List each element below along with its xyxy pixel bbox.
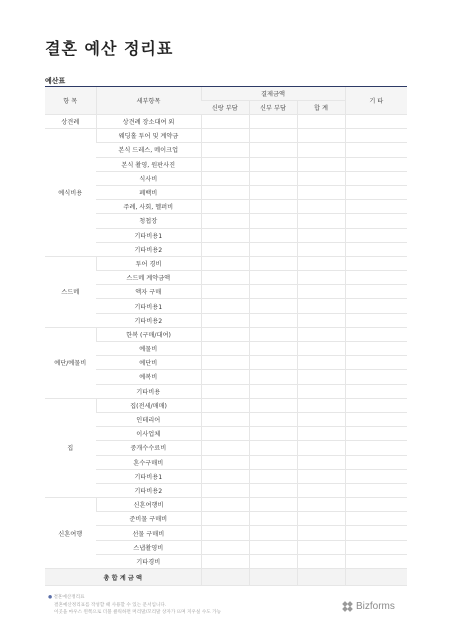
bride-amount-cell[interactable] xyxy=(249,412,297,426)
bride-amount-cell[interactable] xyxy=(249,342,297,356)
detail-cell: 청첩장 xyxy=(96,214,201,228)
sum-amount-cell[interactable] xyxy=(297,228,345,242)
groom-amount-cell[interactable] xyxy=(201,554,249,568)
etc-cell[interactable] xyxy=(345,242,407,256)
detail-cell: 준비물 구매비 xyxy=(96,512,201,526)
detail-cell: 식사비 xyxy=(96,171,201,185)
bride-amount-cell[interactable] xyxy=(249,256,297,270)
footer-note xyxy=(48,594,221,617)
etc-cell[interactable] xyxy=(345,214,407,228)
header-groom: 신랑 부담 xyxy=(201,101,249,115)
budget-table xyxy=(45,87,407,586)
sum-amount-cell[interactable] xyxy=(297,185,345,199)
detail-cell: 집(전세/매매) xyxy=(96,398,201,412)
bride-amount-cell[interactable] xyxy=(249,242,297,256)
etc-cell[interactable] xyxy=(345,285,407,299)
groom-amount-cell[interactable] xyxy=(201,129,249,143)
total-bride-cell[interactable] xyxy=(249,569,297,586)
detail-cell: 기타비용2 xyxy=(96,483,201,497)
bride-amount-cell[interactable] xyxy=(249,526,297,540)
bride-amount-cell[interactable] xyxy=(249,427,297,441)
table-row xyxy=(45,554,407,568)
etc-cell[interactable] xyxy=(345,384,407,398)
groom-amount-cell[interactable] xyxy=(201,483,249,497)
bride-amount-cell[interactable] xyxy=(249,455,297,469)
groom-amount-cell[interactable] xyxy=(201,157,249,171)
detail-cell: 예복비 xyxy=(96,370,201,384)
etc-cell[interactable] xyxy=(345,512,407,526)
bride-amount-cell[interactable] xyxy=(249,185,297,199)
etc-cell[interactable] xyxy=(345,327,407,341)
sum-amount-cell[interactable] xyxy=(297,214,345,228)
sum-amount-cell[interactable] xyxy=(297,285,345,299)
table-row xyxy=(45,441,407,455)
table-row xyxy=(45,129,407,143)
detail-cell: 한복 (구매/대여) xyxy=(96,327,201,341)
table-row xyxy=(45,342,407,356)
page-title: 결혼 예산 정리표 xyxy=(45,39,174,58)
table-row xyxy=(45,228,407,242)
groom-amount-cell[interactable] xyxy=(201,512,249,526)
bride-amount-cell[interactable] xyxy=(249,370,297,384)
table-row xyxy=(45,214,407,228)
sum-amount-cell[interactable] xyxy=(297,384,345,398)
table-row xyxy=(45,285,407,299)
bride-amount-cell[interactable] xyxy=(249,200,297,214)
table-row xyxy=(45,271,407,285)
sum-amount-cell[interactable] xyxy=(297,427,345,441)
etc-cell[interactable] xyxy=(345,498,407,512)
etc-cell[interactable] xyxy=(345,526,407,540)
detail-cell: 인테리어 xyxy=(96,412,201,426)
total-label: 총 합 계 금 액 xyxy=(45,569,201,586)
bride-amount-cell[interactable] xyxy=(249,115,297,129)
sum-amount-cell[interactable] xyxy=(297,370,345,384)
bride-amount-cell[interactable] xyxy=(249,271,297,285)
detail-cell: 기타경비 xyxy=(96,554,201,568)
table-row xyxy=(45,157,407,171)
groom-amount-cell[interactable] xyxy=(201,342,249,356)
table-row xyxy=(45,540,407,554)
sum-amount-cell[interactable] xyxy=(297,512,345,526)
footer-line-3: 이곳을 마우스 왼쪽으로 더블 클릭하면 머리말/꼬리말 상자가 뜨며 지우실 수도 가능 xyxy=(54,610,222,615)
header-item: 항 목 xyxy=(45,87,96,115)
etc-cell[interactable] xyxy=(345,200,407,214)
sum-amount-cell[interactable] xyxy=(297,171,345,185)
groom-amount-cell[interactable] xyxy=(201,242,249,256)
bride-amount-cell[interactable] xyxy=(249,554,297,568)
table-row xyxy=(45,370,407,384)
etc-cell[interactable] xyxy=(345,143,407,157)
category-cell: 예단/예물비 xyxy=(45,327,96,398)
etc-cell[interactable] xyxy=(345,271,407,285)
header-bride: 신부 부담 xyxy=(249,101,297,115)
detail-cell: 주례, 사회, 헬퍼비 xyxy=(96,200,201,214)
table-row xyxy=(45,455,407,469)
total-row xyxy=(45,569,407,586)
sum-amount-cell[interactable] xyxy=(297,271,345,285)
sum-amount-cell[interactable] xyxy=(297,469,345,483)
table-row xyxy=(45,498,407,512)
footer-line-1: 결혼예산정리표 xyxy=(53,595,85,600)
etc-cell[interactable] xyxy=(345,554,407,568)
header-etc: 기 타 xyxy=(345,87,407,115)
table-row xyxy=(45,256,407,270)
header-payment: 결제금액 xyxy=(201,87,345,101)
groom-amount-cell[interactable] xyxy=(201,285,249,299)
sum-amount-cell[interactable] xyxy=(297,342,345,356)
sum-amount-cell[interactable] xyxy=(297,327,345,341)
table-row xyxy=(45,143,407,157)
detail-cell: 본식 드레스, 메이크업 xyxy=(96,143,201,157)
etc-cell[interactable] xyxy=(345,441,407,455)
sum-amount-cell[interactable] xyxy=(297,540,345,554)
groom-amount-cell[interactable] xyxy=(201,370,249,384)
etc-cell[interactable] xyxy=(345,342,407,356)
etc-cell[interactable] xyxy=(345,427,407,441)
bride-amount-cell[interactable] xyxy=(249,157,297,171)
sum-amount-cell[interactable] xyxy=(297,143,345,157)
groom-amount-cell[interactable] xyxy=(201,441,249,455)
detail-cell: 기타비용1 xyxy=(96,469,201,483)
etc-cell[interactable] xyxy=(345,370,407,384)
table-row xyxy=(45,327,407,341)
detail-cell: 액자 구매 xyxy=(96,285,201,299)
category-cell: 집 xyxy=(45,398,96,497)
sum-amount-cell[interactable] xyxy=(297,256,345,270)
etc-cell[interactable] xyxy=(345,483,407,497)
detail-cell: 기타비용2 xyxy=(96,242,201,256)
detail-cell: 이사업체 xyxy=(96,427,201,441)
sum-amount-cell[interactable] xyxy=(297,242,345,256)
detail-cell: 웨딩홀 투어 및 계약금 xyxy=(96,129,201,143)
groom-amount-cell[interactable] xyxy=(201,412,249,426)
sum-amount-cell[interactable] xyxy=(297,412,345,426)
table-row xyxy=(45,313,407,327)
groom-amount-cell[interactable] xyxy=(201,455,249,469)
groom-amount-cell[interactable] xyxy=(201,271,249,285)
sum-amount-cell[interactable] xyxy=(297,398,345,412)
bride-amount-cell[interactable] xyxy=(249,498,297,512)
bride-amount-cell[interactable] xyxy=(249,228,297,242)
table-row xyxy=(45,185,407,199)
etc-cell[interactable] xyxy=(345,185,407,199)
groom-amount-cell[interactable] xyxy=(201,200,249,214)
total-sum-cell[interactable] xyxy=(297,569,345,586)
total-groom-cell[interactable] xyxy=(201,569,249,586)
etc-cell[interactable] xyxy=(345,157,407,171)
table-row xyxy=(45,242,407,256)
bride-amount-cell[interactable] xyxy=(249,540,297,554)
bride-amount-cell[interactable] xyxy=(249,214,297,228)
detail-cell: 상견례 장소대여 외 xyxy=(96,115,201,129)
etc-cell[interactable] xyxy=(345,256,407,270)
groom-amount-cell[interactable] xyxy=(201,498,249,512)
detail-cell: 본식 촬영, 원판사진 xyxy=(96,157,201,171)
sum-amount-cell[interactable] xyxy=(297,356,345,370)
sum-amount-cell[interactable] xyxy=(297,313,345,327)
groom-amount-cell[interactable] xyxy=(201,143,249,157)
bride-amount-cell[interactable] xyxy=(249,441,297,455)
section-title: 예산표 xyxy=(45,77,66,85)
table-row xyxy=(45,483,407,497)
groom-amount-cell[interactable] xyxy=(201,228,249,242)
table-row xyxy=(45,356,407,370)
detail-cell: 혼수구매비 xyxy=(96,455,201,469)
table-row xyxy=(45,412,407,426)
bride-amount-cell[interactable] xyxy=(249,384,297,398)
detail-cell: 스냅촬영비 xyxy=(96,540,201,554)
etc-cell[interactable] xyxy=(345,356,407,370)
detail-cell: 예단비 xyxy=(96,356,201,370)
detail-cell: 신혼여행비 xyxy=(96,498,201,512)
groom-amount-cell[interactable] xyxy=(201,398,249,412)
bride-amount-cell[interactable] xyxy=(249,313,297,327)
footer-line-2: 결혼예산정리표를 작성할 때 사용할 수 있는 문서입니다. xyxy=(54,602,167,608)
groom-amount-cell[interactable] xyxy=(201,313,249,327)
sum-amount-cell[interactable] xyxy=(297,115,345,129)
bride-amount-cell[interactable] xyxy=(249,285,297,299)
detail-cell: 기타비용1 xyxy=(96,228,201,242)
sum-amount-cell[interactable] xyxy=(297,129,345,143)
detail-cell: 선물 구매비 xyxy=(96,526,201,540)
etc-cell[interactable] xyxy=(345,129,407,143)
etc-cell[interactable] xyxy=(345,115,407,129)
groom-amount-cell[interactable] xyxy=(201,384,249,398)
detail-cell: 기타비용 xyxy=(96,384,201,398)
detail-cell: 스드메 계약금액 xyxy=(96,271,201,285)
bride-amount-cell[interactable] xyxy=(249,171,297,185)
category-cell: 상견례 xyxy=(45,115,96,129)
bullet-icon: ● xyxy=(48,595,53,600)
groom-amount-cell[interactable] xyxy=(201,540,249,554)
etc-cell[interactable] xyxy=(345,469,407,483)
etc-cell[interactable] xyxy=(345,540,407,554)
table-row xyxy=(45,469,407,483)
sum-amount-cell[interactable] xyxy=(297,200,345,214)
etc-cell[interactable] xyxy=(345,228,407,242)
etc-cell[interactable] xyxy=(345,455,407,469)
table-row xyxy=(45,427,407,441)
total-etc-cell[interactable] xyxy=(345,569,407,586)
sum-amount-cell[interactable] xyxy=(297,498,345,512)
detail-cell: 중개수수료비 xyxy=(96,441,201,455)
bride-amount-cell[interactable] xyxy=(249,356,297,370)
detail-cell: 투어 경비 xyxy=(96,256,201,270)
groom-amount-cell[interactable] xyxy=(201,427,249,441)
table-body xyxy=(45,115,407,586)
table-row xyxy=(45,398,407,412)
sum-amount-cell[interactable] xyxy=(297,526,345,540)
sum-amount-cell[interactable] xyxy=(297,157,345,171)
groom-amount-cell[interactable] xyxy=(201,356,249,370)
table-row xyxy=(45,384,407,398)
header-sum: 합 계 xyxy=(297,101,345,115)
groom-amount-cell[interactable] xyxy=(201,299,249,313)
sum-amount-cell[interactable] xyxy=(297,455,345,469)
table-row xyxy=(45,512,407,526)
groom-amount-cell[interactable] xyxy=(201,526,249,540)
sum-amount-cell[interactable] xyxy=(297,483,345,497)
groom-amount-cell[interactable] xyxy=(201,327,249,341)
bride-amount-cell[interactable] xyxy=(249,129,297,143)
table-row xyxy=(45,171,407,185)
bride-amount-cell[interactable] xyxy=(249,143,297,157)
brand-name: Bizforms xyxy=(356,601,395,612)
category-cell: 스드메 xyxy=(45,256,96,327)
bride-amount-cell[interactable] xyxy=(249,512,297,526)
etc-cell[interactable] xyxy=(345,412,407,426)
sum-amount-cell[interactable] xyxy=(297,299,345,313)
groom-amount-cell[interactable] xyxy=(201,171,249,185)
groom-amount-cell[interactable] xyxy=(201,185,249,199)
groom-amount-cell[interactable] xyxy=(201,115,249,129)
brand-logo xyxy=(343,601,395,612)
table-row xyxy=(45,526,407,540)
category-cell: 신혼여행 xyxy=(45,498,96,569)
bizforms-logo-icon xyxy=(343,602,353,612)
category-cell: 예식비용 xyxy=(45,129,96,257)
etc-cell[interactable] xyxy=(345,299,407,313)
detail-cell: 기타비용2 xyxy=(96,313,201,327)
bride-amount-cell[interactable] xyxy=(249,483,297,497)
groom-amount-cell[interactable] xyxy=(201,469,249,483)
sum-amount-cell[interactable] xyxy=(297,554,345,568)
groom-amount-cell[interactable] xyxy=(201,256,249,270)
detail-cell: 예물비 xyxy=(96,342,201,356)
header-detail: 세부항목 xyxy=(96,87,201,115)
bride-amount-cell[interactable] xyxy=(249,299,297,313)
table-row xyxy=(45,299,407,313)
groom-amount-cell[interactable] xyxy=(201,214,249,228)
bride-amount-cell[interactable] xyxy=(249,398,297,412)
detail-cell: 폐백비 xyxy=(96,185,201,199)
table-row xyxy=(45,115,407,129)
detail-cell: 기타비용1 xyxy=(96,299,201,313)
sum-amount-cell[interactable] xyxy=(297,441,345,455)
etc-cell[interactable] xyxy=(345,171,407,185)
bride-amount-cell[interactable] xyxy=(249,469,297,483)
etc-cell[interactable] xyxy=(345,313,407,327)
etc-cell[interactable] xyxy=(345,398,407,412)
bride-amount-cell[interactable] xyxy=(249,327,297,341)
table-row xyxy=(45,200,407,214)
